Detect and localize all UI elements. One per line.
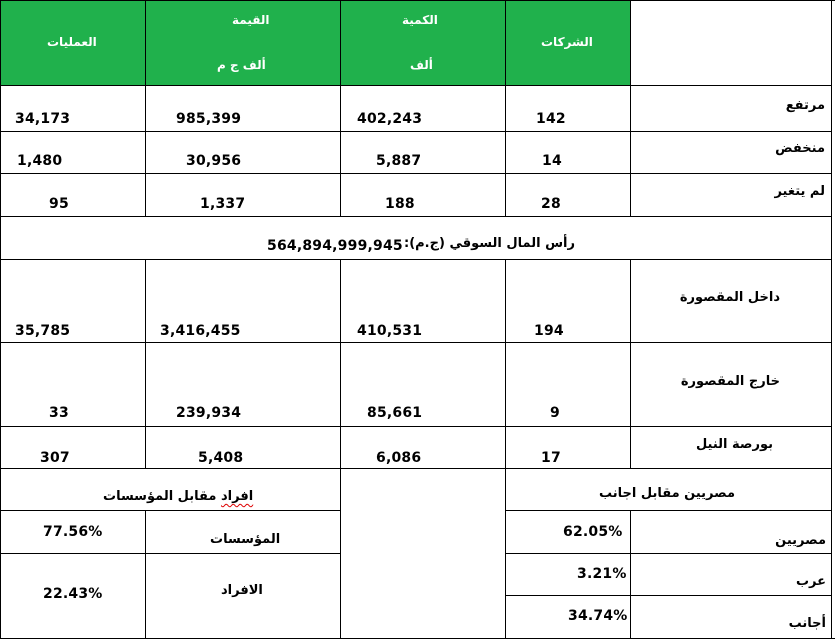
header-quantity: الكمية	[402, 13, 438, 27]
unchanged-value: 1,337	[200, 196, 246, 212]
nationality-label-egyptian: مصريين	[775, 533, 826, 548]
header-value: القيمة	[232, 13, 270, 27]
nationality-pct-foreign: 34.74%	[568, 608, 628, 624]
unchanged-operations: 95	[49, 196, 69, 212]
grid-line	[831, 0, 832, 639]
investor-pct-individuals: 22.43%	[43, 586, 103, 602]
grid-line	[0, 0, 835, 1]
grid-line	[0, 510, 341, 511]
up-operations: 34,173	[15, 111, 71, 127]
grid-line	[340, 0, 341, 216]
investor-type-title-prefix: افراد	[220, 489, 254, 504]
row-label-unchanged: لم يتغير	[774, 184, 825, 199]
header-value-unit: ألف ج م	[217, 58, 266, 72]
grid-line	[0, 216, 832, 217]
grid-line	[630, 259, 631, 468]
unchanged-quantity: 188	[385, 196, 415, 212]
nationality-label-foreign: أجانب	[788, 616, 826, 631]
nile-value: 5,408	[198, 450, 244, 466]
down-value: 30,956	[186, 153, 242, 169]
grid-line	[0, 259, 832, 260]
unchanged-companies: 28	[541, 196, 561, 212]
investor-label-individuals: الافراد	[221, 583, 263, 598]
grid-line	[505, 553, 832, 554]
nile-quantity: 6,086	[376, 450, 422, 466]
nile-companies: 17	[541, 450, 561, 466]
investor-type-title	[103, 489, 253, 504]
down-companies: 14	[542, 153, 562, 169]
grid-line	[505, 595, 832, 596]
off-quantity: 85,661	[367, 405, 423, 421]
grid-line	[505, 259, 506, 639]
grid-line	[0, 0, 1, 639]
grid-line	[145, 0, 146, 216]
grid-line	[0, 553, 341, 554]
header-operations: العمليات	[47, 35, 97, 49]
nationality-label-arab: عرب	[795, 574, 826, 589]
grid-line	[0, 468, 832, 469]
nationality-title: مصريين مقابل اجانب	[598, 486, 735, 501]
nationality-pct-egyptian: 62.05%	[563, 524, 623, 540]
up-quantity: 402,243	[357, 111, 423, 127]
segment-label-main: داخل المقصورة	[679, 290, 780, 305]
grid-line	[0, 85, 832, 86]
segment-label-nile: بورصة النيل	[695, 437, 773, 452]
grid-line	[0, 131, 832, 132]
grid-line	[0, 342, 832, 343]
down-operations: 1,480	[17, 153, 63, 169]
grid-line	[505, 510, 832, 511]
main-companies: 194	[534, 323, 564, 339]
up-companies: 142	[536, 111, 566, 127]
nile-operations: 307	[40, 450, 70, 466]
row-label-up: مرتفع	[785, 98, 825, 113]
grid-line	[0, 173, 832, 174]
down-quantity: 5,887	[376, 153, 422, 169]
row-label-down: منخفض	[775, 141, 825, 156]
grid-line	[340, 259, 341, 639]
grid-line	[630, 0, 631, 216]
investor-type-title-rest: مقابل المؤسسات	[103, 489, 221, 504]
market-cap-label: رأس المال السوقي (ج.م):	[404, 236, 575, 251]
grid-line	[505, 0, 506, 216]
grid-line	[0, 426, 832, 427]
investor-label-institutions: المؤسسات	[210, 532, 281, 547]
investor-pct-institutions: 77.56%	[43, 524, 103, 540]
off-value: 239,934	[176, 405, 242, 421]
grid-line	[145, 510, 146, 639]
main-value: 3,416,455	[160, 323, 241, 339]
nationality-pct-arab: 3.21%	[577, 566, 627, 582]
grid-line	[630, 510, 631, 639]
main-operations: 35,785	[15, 323, 71, 339]
grid-line	[145, 259, 146, 468]
off-companies: 9	[550, 405, 560, 421]
market-cap-value: 564,894,999,945	[267, 238, 403, 254]
off-operations: 33	[49, 405, 69, 421]
segment-label-off: خارج المقصورة	[680, 374, 780, 389]
header-companies: الشركات	[541, 35, 593, 49]
up-value: 985,399	[176, 111, 242, 127]
header-quantity-unit: ألف	[410, 58, 433, 72]
main-quantity: 410,531	[357, 323, 423, 339]
